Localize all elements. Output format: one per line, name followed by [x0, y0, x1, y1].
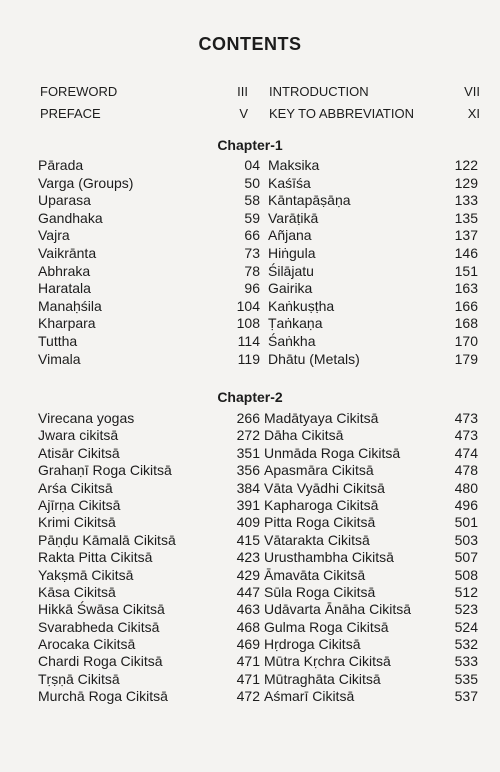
entry-page: 471 [236, 670, 260, 687]
entry-title: Hṛdroga Cikitsā [264, 636, 361, 653]
entry-title: Yakṣmā Cikitsā [38, 566, 134, 583]
entry-page: 119 [237, 350, 260, 367]
entry-page: 58 [244, 192, 260, 209]
entry-page: 512 [454, 583, 478, 600]
toc-row [38, 497, 478, 514]
entry-title: Virecana yogas [38, 410, 135, 426]
chapter-1-heading: Chapter-1 [217, 137, 283, 153]
toc-row [38, 584, 478, 601]
entry-page: 537 [454, 688, 478, 705]
toc-row [38, 601, 478, 618]
entry-title: Āmavāta Cikitsā [264, 566, 366, 583]
toc-row [38, 298, 478, 316]
entry-title: Varga (Groups) [38, 174, 134, 191]
entry-title: Śilājatu [268, 262, 314, 279]
entry-title: Hikkā Śwāsa Cikitsā [38, 601, 165, 618]
entry-title: Haratala [38, 280, 91, 297]
page-title: CONTENTS [198, 34, 302, 54]
entry-page: III [237, 84, 248, 99]
entry-page: 473 [454, 427, 478, 444]
entry-title: Vajra [38, 227, 70, 244]
entry-page: 114 [237, 332, 260, 349]
toc-row [38, 175, 478, 193]
entry-page: 535 [454, 670, 478, 687]
toc-row [38, 280, 478, 298]
entry-title: Gulma Roga Cikitsā [264, 618, 389, 635]
entry-page: 78 [244, 262, 260, 279]
entry-title: Gairika [268, 280, 313, 297]
entry-page: 533 [454, 653, 478, 670]
entry-page: 272 [236, 427, 260, 444]
entry-title: Sūla Roga Cikitsā [264, 583, 376, 600]
entry-page: 135 [454, 209, 478, 226]
entry-page: 122 [454, 157, 478, 173]
toc-row [38, 653, 478, 670]
toc-row [38, 227, 478, 245]
entry-title: Arśa Cikitsā [38, 479, 113, 496]
entry-page: 391 [236, 496, 260, 513]
entry-title: Tṛṣṇā Cikitsā [38, 670, 120, 687]
entry-page: 496 [454, 496, 478, 513]
entry-page: 356 [236, 462, 260, 479]
entry-page: 133 [454, 192, 478, 209]
entry-title: Pitta Roga Cikitsā [264, 514, 376, 531]
entry-page: 104 [236, 297, 260, 314]
front-matter-row [40, 84, 480, 106]
entry-title: Vātarakta Cikitsā [264, 531, 370, 548]
entry-page: 266 [236, 410, 260, 426]
entry-title: Gandhaka [38, 209, 103, 226]
entry-page: 04 [244, 157, 260, 173]
entry-title: Maksika [268, 157, 320, 173]
entry-page: 423 [236, 549, 260, 566]
toc-row [38, 427, 478, 444]
entry-page: 59 [244, 209, 260, 226]
entry-page: 478 [454, 462, 478, 479]
entry-page: 66 [244, 227, 260, 244]
entry-page: 429 [236, 566, 260, 583]
toc-row [38, 462, 478, 479]
entry-page: 179 [454, 350, 478, 367]
entry-page: 170 [454, 332, 478, 349]
entry-page: 471 [236, 653, 260, 670]
entry-title: Kāntapāṣāṇa [268, 192, 351, 209]
toc-row [38, 688, 478, 705]
entry-page: 137 [454, 227, 478, 244]
toc-row [38, 567, 478, 584]
entry-title: Udāvarta Ānāha Cikitsā [264, 601, 412, 618]
entry-page: 447 [236, 583, 260, 600]
entry-page: 108 [236, 315, 260, 332]
entry-title: Tuttha [38, 332, 78, 349]
entry-title: Pārada [38, 157, 84, 173]
entry-title: Añjana [268, 227, 312, 244]
entry-title: Dhātu (Metals) [268, 350, 360, 367]
entry-title: Śaṅkha [268, 332, 316, 349]
chapter-2-list [38, 410, 478, 706]
entry-page: 151 [454, 262, 478, 279]
toc-row [38, 263, 478, 281]
entry-title: Abhraka [38, 262, 91, 279]
entry-title: Urusthambha Cikitsā [264, 549, 394, 566]
front-matter-row [40, 106, 480, 128]
toc-row [38, 514, 478, 531]
entry-title: Unmāda Roga Cikitsā [264, 444, 401, 461]
entry-title: Ṭaṅkaṇa [268, 315, 323, 332]
entry-page: 473 [454, 410, 478, 426]
entry-title: Manaḥśila [38, 297, 102, 314]
toc-row [38, 619, 478, 636]
front-matter-list [40, 84, 480, 128]
toc-row [38, 445, 478, 462]
entry-page: 351 [236, 444, 260, 461]
entry-title: Kharpara [38, 315, 96, 332]
entry-page: 474 [454, 444, 478, 461]
entry-title: Grahaṇī Roga Cikitsā [38, 462, 172, 479]
entry-title: Rakta Pitta Cikitsā [38, 549, 153, 566]
entry-page: 508 [454, 566, 478, 583]
entry-title: Murchā Roga Cikitsā [38, 688, 168, 705]
entry-title: INTRODUCTION [269, 84, 369, 99]
entry-title: Vaikrānta [38, 244, 97, 261]
entry-page: 480 [454, 479, 478, 496]
entry-page: 469 [236, 636, 260, 653]
entry-title: Aśmarī Cikitsā [264, 688, 355, 705]
entry-page: 384 [236, 479, 260, 496]
entry-page: 96 [244, 280, 260, 297]
toc-row [38, 192, 478, 210]
toc-row [38, 315, 478, 333]
entry-page: V [239, 106, 248, 121]
entry-page: 163 [454, 280, 478, 297]
entry-title: Chardi Roga Cikitsā [38, 653, 163, 670]
entry-page: 503 [454, 531, 478, 548]
entry-page: 50 [244, 174, 260, 191]
entry-title: KEY TO ABBREVIATION [269, 106, 414, 121]
entry-page: 415 [236, 531, 260, 548]
toc-row [38, 157, 478, 175]
entry-title: Hiṅgula [268, 244, 316, 261]
entry-page: 409 [236, 514, 260, 531]
entry-title: Atisār Cikitsā [38, 444, 120, 461]
chapter-1-list [38, 157, 478, 368]
toc-row [38, 480, 478, 497]
entry-title: Vāta Vyādhi Cikitsā [264, 479, 385, 496]
entry-page: 146 [454, 244, 478, 261]
toc-row [38, 410, 478, 427]
entry-title: Arocaka Cikitsā [38, 636, 136, 653]
entry-page: 73 [244, 244, 260, 261]
entry-page: 532 [454, 636, 478, 653]
entry-title: Mūtra Kṛchra Cikitsā [264, 653, 391, 670]
toc-row [38, 671, 478, 688]
entry-page: VII [464, 84, 480, 99]
entry-title: Vimala [38, 350, 81, 367]
entry-page: XI [467, 106, 480, 121]
entry-title: Jwara cikitsā [38, 427, 119, 444]
toc-row [38, 549, 478, 566]
entry-page: 524 [454, 618, 478, 635]
entry-title: Kāsa Cikitsā [38, 583, 116, 600]
entry-title: Kaṅkuṣṭha [268, 297, 335, 314]
entry-title: Kaśīśa [268, 174, 311, 191]
entry-title: Krimi Cikitsā [38, 514, 116, 531]
entry-title: Apasmāra Cikitsā [264, 462, 374, 479]
entry-title: Svarabheda Cikitsā [38, 618, 160, 635]
toc-row [38, 351, 478, 369]
toc-row [38, 532, 478, 549]
entry-title: Uparasa [38, 192, 91, 209]
entry-page: 501 [454, 514, 478, 531]
entry-title: FOREWORD [40, 84, 118, 99]
entry-title: Mūtraghāta Cikitsā [264, 670, 381, 687]
toc-row [38, 333, 478, 351]
entry-page: 168 [454, 315, 478, 332]
entry-title: Madātyaya Cikitsā [264, 410, 379, 426]
entry-page: 468 [236, 618, 260, 635]
toc-row [38, 210, 478, 228]
entry-page: 166 [454, 297, 478, 314]
entry-title: Dāha Cikitsā [264, 427, 344, 444]
entry-page: 472 [236, 688, 260, 705]
entry-page: 507 [454, 549, 478, 566]
toc-row [38, 636, 478, 653]
toc-row [38, 245, 478, 263]
entry-title: Pāṇḍu Kāmalā Cikitsā [38, 531, 176, 548]
entry-title: Varāṭikā [268, 209, 319, 226]
chapter-2-heading: Chapter-2 [217, 389, 283, 405]
entry-page: 129 [454, 174, 478, 191]
entry-page: 463 [236, 601, 260, 618]
entry-title: Ajīrṇa Cikitsā [38, 496, 121, 513]
entry-page: 523 [454, 601, 478, 618]
entry-title: PREFACE [40, 106, 101, 121]
entry-title: Kapharoga Cikitsā [264, 496, 379, 513]
